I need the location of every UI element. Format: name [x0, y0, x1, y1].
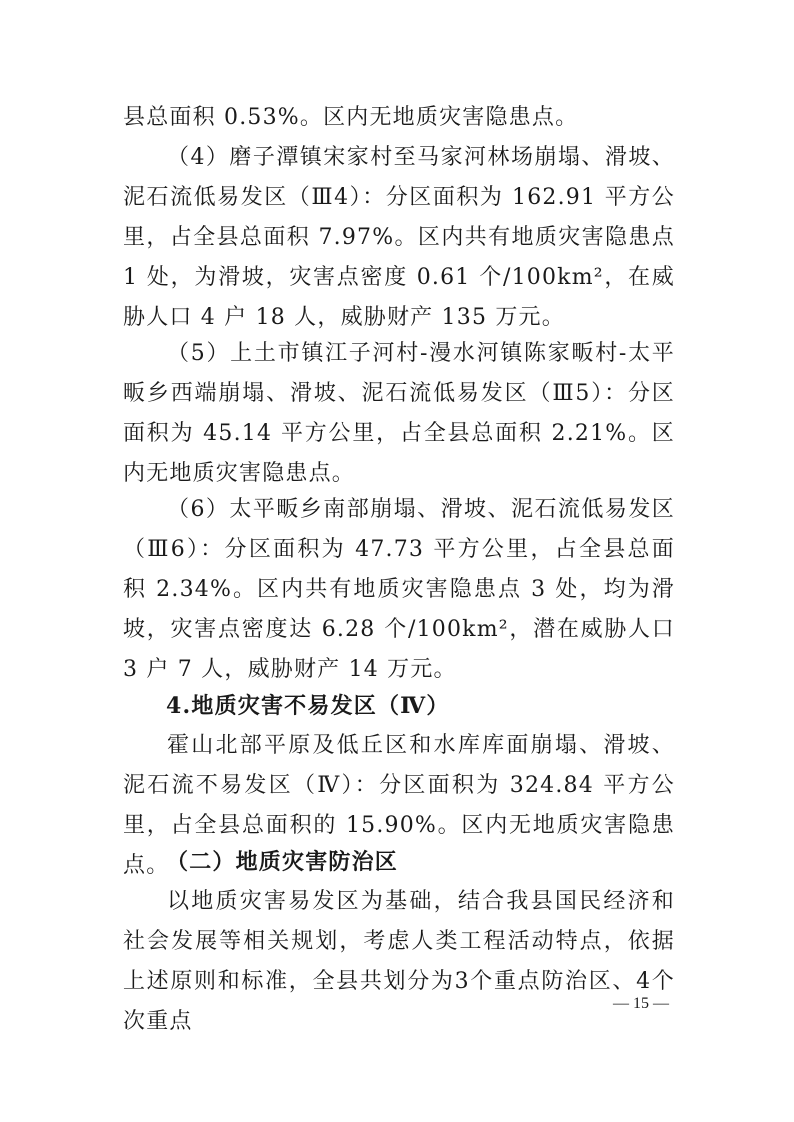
paragraph-zone-iii6: （6）太平畈乡南部崩塌、滑坡、泥石流低易发区（Ⅲ6）：分区面积为 47.73 平方公里，占全县总面积 2.34%。区内共有地质灾害隐患点 3 处，均为滑坡，灾害点密度达 6.28 个/100km²，潜在威胁人口 3 户 7 人，威胁财产 14 万元。 — [123, 497, 675, 682]
paragraph-zone-iv: 霍山北部平原及低丘区和水库库面崩塌、滑坡、泥石流不易发区（Ⅳ）：分区面积为 324.84 平方公里，占全县总面积的 15.90%。区内无地质灾害隐患点。 — [123, 733, 675, 878]
section-heading-prevention-zones: （二）地质灾害防治区 — [166, 849, 399, 875]
paragraph-prevention-intro: 以地质灾害易发区为基础，结合我县国民经济和社会发展等相关规划，考虑人类工程活动特点，依据上述原则和标准，全县共划分为3个重点防治区、4个次重点 — [123, 889, 675, 1034]
paragraph-zone-iii4: （4）磨子潭镇宋家村至马家河林场崩塌、滑坡、泥石流低易发区（Ⅲ4）：分区面积为 162.91 平方公里，占全县总面积 7.97%。区内共有地质灾害隐患点 1 处，为滑坡，灾害点密度 0.61 个/100km²，在威胁人口 4 户 18 人，威胁财产 135 万元。 — [123, 145, 675, 330]
page-number: — 15 — — [613, 995, 669, 1012]
section-heading-zone-iv: 4.地质灾害不易发区（Ⅳ） — [166, 693, 450, 719]
paragraph-1: 县总面积 0.53%。区内无地质灾害隐患点。 — [123, 105, 579, 130]
paragraph-zone-iii5: （5）上土市镇江子河村-漫水河镇陈家畈村-太平畈乡西端崩塌、滑坡、泥石流低易发区（Ⅲ5）：分区面积为 45.14 平方公里，占全县总面积 2.21%。区内无地质灾害隐患点。 — [123, 341, 675, 486]
